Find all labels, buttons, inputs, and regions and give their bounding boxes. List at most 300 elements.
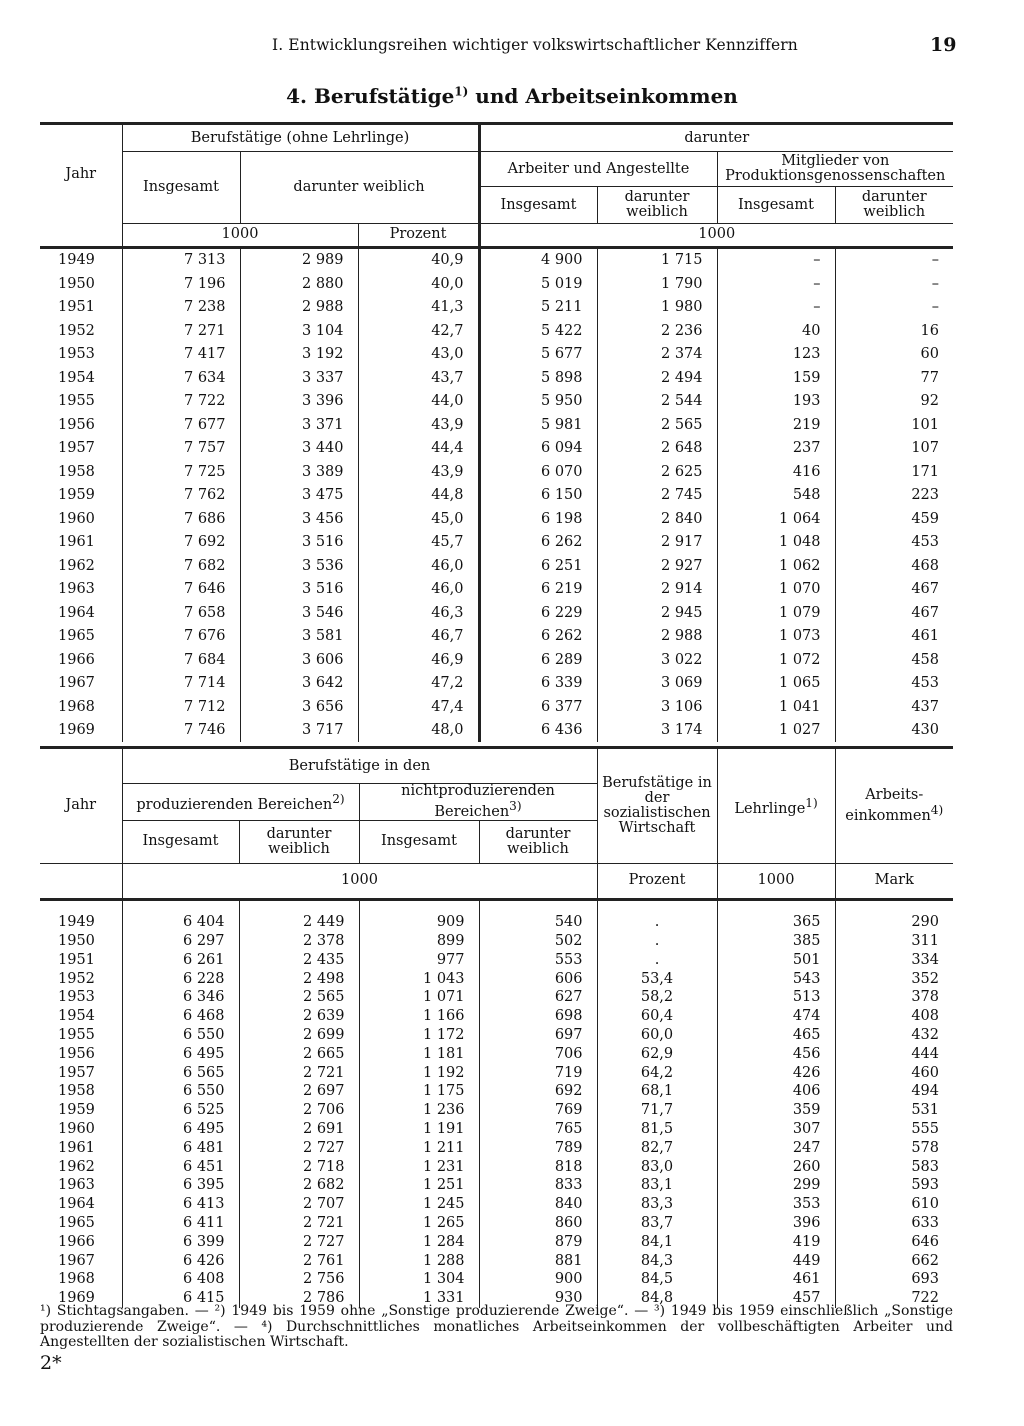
- table-cell: 6 550: [122, 1082, 239, 1101]
- table-cell: 353: [717, 1195, 835, 1214]
- table-cell: 311: [911, 933, 939, 950]
- table-cell: 260: [717, 1157, 835, 1176]
- table-row: [40, 578, 953, 602]
- table-cell: –: [717, 272, 835, 296]
- table-cell: 193: [717, 390, 835, 414]
- table-cell: 1 192: [359, 1063, 479, 1082]
- table-cell: 2 648: [597, 437, 717, 461]
- table-cell: 1 288: [359, 1251, 479, 1270]
- table-cell: 48,0: [358, 719, 479, 743]
- cell-year: 1963: [40, 1176, 122, 1195]
- header-mitglieder: Mitglieder von Produktionsgenossenschaften: [717, 152, 953, 187]
- table-cell: 1 172: [359, 1026, 479, 1045]
- unit-1000-b: 1000: [479, 224, 953, 248]
- table-row: [40, 1232, 953, 1251]
- table-cell: 84,1: [597, 1232, 717, 1251]
- header-insgesamt-prod: Insgesamt: [122, 820, 239, 863]
- table-cell: 47,2: [358, 672, 479, 696]
- table-row: [40, 1195, 953, 1214]
- table-cell: 930: [479, 1289, 597, 1308]
- table-cell: 3 536: [240, 554, 358, 578]
- table-cell: 593: [911, 1177, 939, 1194]
- table-cell: 457: [717, 1289, 835, 1308]
- cell-year: 1962: [40, 1157, 122, 1176]
- table-cell: 419: [717, 1232, 835, 1251]
- table-cell: 3 546: [240, 601, 358, 625]
- table-cell: 44,0: [358, 390, 479, 414]
- table-cell: 3 717: [240, 719, 358, 743]
- table-cell: 1 064: [717, 507, 835, 531]
- header-jahr-2: Jahr: [40, 748, 122, 864]
- header-berufstaetige: Berufstätige (ohne Lehrlinge): [122, 124, 479, 152]
- table-row: [40, 625, 953, 649]
- table-row: [40, 554, 953, 578]
- table-cell: 430: [911, 722, 939, 739]
- header-darunter-weiblich-prod: darunter weiblich: [239, 820, 359, 863]
- table-cell: 610: [911, 1196, 939, 1213]
- cell-year: 1964: [40, 601, 122, 625]
- table-cell: 1 062: [717, 554, 835, 578]
- table-row: [40, 950, 953, 969]
- table-cell: 456: [717, 1044, 835, 1063]
- table-cell: 1 980: [597, 296, 717, 320]
- table-cell: 1 073: [717, 625, 835, 649]
- table-cell: 3 642: [240, 672, 358, 696]
- table-cell: 789: [479, 1138, 597, 1157]
- table-cell: 2 374: [597, 343, 717, 367]
- table-cell: 1 331: [359, 1289, 479, 1308]
- table-cell: 2 435: [239, 950, 359, 969]
- table-cell: 7 725: [122, 460, 240, 484]
- table-cell: 606: [479, 969, 597, 988]
- table-cell: 1 181: [359, 1044, 479, 1063]
- table-cell: 6 150: [479, 484, 597, 508]
- table-cell: 879: [479, 1232, 597, 1251]
- header-nichtproduzierend-sup: 3): [509, 799, 522, 813]
- table-cell: 3 396: [240, 390, 358, 414]
- cell-year: 1952: [40, 319, 122, 343]
- cell-year: 1957: [40, 437, 122, 461]
- table-cell: 1 065: [717, 672, 835, 696]
- table-cell: 46,0: [358, 554, 479, 578]
- table-row: [40, 1063, 953, 1082]
- table-sectors: [40, 746, 953, 1308]
- table-cell: 6 399: [122, 1232, 239, 1251]
- table-row: [40, 601, 953, 625]
- unit-prozent-2: Prozent: [597, 863, 717, 899]
- table-cell: 548: [717, 484, 835, 508]
- table-cell: 1 027: [717, 719, 835, 743]
- table-cell: 2 707: [239, 1195, 359, 1214]
- cell-year: 1969: [40, 1289, 122, 1308]
- table-cell: 468: [911, 557, 939, 574]
- table-cell: 159: [717, 366, 835, 390]
- table-cell: 6 297: [122, 932, 239, 951]
- table-cell: 465: [717, 1026, 835, 1045]
- table-cell: 7 684: [122, 648, 240, 672]
- table-cell: 334: [911, 951, 939, 968]
- table-row: [40, 1251, 953, 1270]
- table-cell: 3 440: [240, 437, 358, 461]
- table-cell: 583: [911, 1158, 939, 1175]
- table-cell: 6 495: [122, 1120, 239, 1139]
- page-number: 19: [930, 34, 957, 56]
- table-row: [40, 719, 953, 743]
- table-cell: 6 251: [479, 554, 597, 578]
- header-insgesamt: Insgesamt: [122, 152, 240, 224]
- table-cell: 1 166: [359, 1007, 479, 1026]
- table-cell: 2 625: [597, 460, 717, 484]
- table-cell: 123: [717, 343, 835, 367]
- table-row: [40, 296, 953, 320]
- table-cell: 84,3: [597, 1251, 717, 1270]
- table-cell: 1 236: [359, 1101, 479, 1120]
- table-cell: .: [597, 932, 717, 951]
- table-cell: 693: [911, 1271, 939, 1288]
- table-cell: 378: [911, 989, 939, 1006]
- table-cell: 64,2: [597, 1063, 717, 1082]
- table-cell: 459: [911, 510, 939, 527]
- title-text: 4. Berufstätige: [286, 84, 455, 108]
- table-cell: –: [717, 296, 835, 320]
- table-cell: 2 727: [239, 1232, 359, 1251]
- table-cell: 3 516: [240, 531, 358, 555]
- table-cell: 7 714: [122, 672, 240, 696]
- table-cell: 692: [479, 1082, 597, 1101]
- header-insgesamt-mitglieder: Insgesamt: [717, 187, 835, 224]
- table-cell: –: [717, 247, 835, 272]
- table-cell: 1 231: [359, 1157, 479, 1176]
- table-row: [40, 507, 953, 531]
- unit-1000-lehrlinge: 1000: [717, 863, 835, 899]
- table-cell: 2 639: [239, 1007, 359, 1026]
- table-cell: 43,9: [358, 460, 479, 484]
- table-cell: 41,3: [358, 296, 479, 320]
- table-cell: 416: [717, 460, 835, 484]
- table-cell: 171: [911, 463, 939, 480]
- table-cell: 769: [479, 1101, 597, 1120]
- table-row: [40, 988, 953, 1007]
- page-title: [0, 84, 1024, 108]
- table-cell: 101: [911, 416, 939, 433]
- table-cell: 2 917: [597, 531, 717, 555]
- table-cell: 2 494: [597, 366, 717, 390]
- header-nichtproduzierend: [359, 784, 597, 821]
- cell-year: 1961: [40, 1138, 122, 1157]
- table-cell: 460: [911, 1064, 939, 1081]
- table-cell: 453: [911, 675, 939, 692]
- table-cell: 2 756: [239, 1270, 359, 1289]
- table-cell: .: [597, 950, 717, 969]
- table-row: [40, 272, 953, 296]
- header-produzierend-text: produzierenden Bereichen: [136, 796, 333, 813]
- table-cell: 2 880: [240, 272, 358, 296]
- table-cell: –: [931, 252, 939, 269]
- table-cell: 2 989: [240, 247, 358, 272]
- table-cell: 3 516: [240, 578, 358, 602]
- table-cell: 68,1: [597, 1082, 717, 1101]
- table-cell: 40,9: [358, 247, 479, 272]
- table-cell: 219: [717, 413, 835, 437]
- table-cell: 6 550: [122, 1026, 239, 1045]
- table-cell: 82,7: [597, 1138, 717, 1157]
- table-row: [40, 969, 953, 988]
- header-arbeitseinkommen-sup: 4): [930, 803, 944, 817]
- cell-year: 1964: [40, 1195, 122, 1214]
- table-row: [40, 247, 953, 272]
- table-cell: 2 988: [240, 296, 358, 320]
- cell-year: 1950: [40, 272, 122, 296]
- table-cell: 6 565: [122, 1063, 239, 1082]
- table-cell: 40: [717, 319, 835, 343]
- table-cell: 60,4: [597, 1007, 717, 1026]
- table-cell: 7 634: [122, 366, 240, 390]
- table-cell: 3 022: [597, 648, 717, 672]
- table-cell: 84,5: [597, 1270, 717, 1289]
- cell-year: 1949: [40, 913, 122, 932]
- table-row: [40, 1176, 953, 1195]
- cell-year: 1952: [40, 969, 122, 988]
- table-cell: 6 404: [122, 913, 239, 932]
- table-cell: 2 745: [597, 484, 717, 508]
- table-cell: 900: [479, 1270, 597, 1289]
- table-cell: 553: [479, 950, 597, 969]
- table-cell: 406: [717, 1082, 835, 1101]
- table-cell: 385: [717, 932, 835, 951]
- table-cell: 833: [479, 1176, 597, 1195]
- table-cell: 6 411: [122, 1214, 239, 1233]
- table-cell: 7 682: [122, 554, 240, 578]
- table-cell: 1 304: [359, 1270, 479, 1289]
- running-head: I. Entwicklungsreihen wichtiger volkswirtschaftlicher Kennziffern: [272, 36, 798, 54]
- table-cell: 7 313: [122, 247, 240, 272]
- table-cell: 501: [717, 950, 835, 969]
- table-cell: 1 715: [597, 247, 717, 272]
- table-cell: 5 981: [479, 413, 597, 437]
- table-cell: 1 041: [717, 695, 835, 719]
- table-cell: 1 043: [359, 969, 479, 988]
- table-cell: 6 289: [479, 648, 597, 672]
- table-cell: 494: [911, 1083, 939, 1100]
- table-cell: 3 581: [240, 625, 358, 649]
- table-row: [40, 319, 953, 343]
- table-cell: 92: [920, 393, 939, 410]
- table-employment: [40, 122, 953, 742]
- header-insgesamt-arbeiter: Insgesamt: [479, 187, 597, 224]
- table-cell: 6 219: [479, 578, 597, 602]
- cell-year: 1959: [40, 1101, 122, 1120]
- table-cell: 40,0: [358, 272, 479, 296]
- cell-year: 1957: [40, 1063, 122, 1082]
- cell-year: 1955: [40, 1026, 122, 1045]
- table-cell: 1 245: [359, 1195, 479, 1214]
- table-cell: 83,3: [597, 1195, 717, 1214]
- table-cell: 6 228: [122, 969, 239, 988]
- table-row: [40, 932, 953, 951]
- cell-year: 1955: [40, 390, 122, 414]
- table-cell: 7 746: [122, 719, 240, 743]
- table-cell: 2 706: [239, 1101, 359, 1120]
- table-cell: 44,8: [358, 484, 479, 508]
- table-cell: 60,0: [597, 1026, 717, 1045]
- cell-year: 1951: [40, 950, 122, 969]
- table-cell: 7 677: [122, 413, 240, 437]
- table-cell: 1 175: [359, 1082, 479, 1101]
- table-cell: 2 565: [239, 988, 359, 1007]
- table-cell: 2 236: [597, 319, 717, 343]
- table-cell: 1 790: [597, 272, 717, 296]
- cell-year: 1956: [40, 1044, 122, 1063]
- table-cell: 7 676: [122, 625, 240, 649]
- table-cell: 3 656: [240, 695, 358, 719]
- table-cell: 71,7: [597, 1101, 717, 1120]
- table-cell: 223: [911, 487, 939, 504]
- table-cell: 2 718: [239, 1157, 359, 1176]
- table-cell: 7 722: [122, 390, 240, 414]
- table-cell: 2 449: [239, 913, 359, 932]
- table-cell: 2 988: [597, 625, 717, 649]
- table-cell: 7 712: [122, 695, 240, 719]
- cell-year: 1967: [40, 1251, 122, 1270]
- table-cell: 2 761: [239, 1251, 359, 1270]
- table-cell: 62,9: [597, 1044, 717, 1063]
- table-cell: 359: [717, 1101, 835, 1120]
- header-arbeitseinkommen: [835, 748, 953, 864]
- table-cell: 6 262: [479, 531, 597, 555]
- table-cell: 449: [717, 1251, 835, 1270]
- footnotes: ¹) Stichtagsangaben. — ²) 1949 bis 1959 ohne „Sonstige produzierende Zweige“. — ³) 1949 bis 1959 einschließlich „Sonstige produzierende Zweige“. — ⁴) Durchschnittliches monatliches Arbeitseinkommen der vollbeschäftigten Arbeiter und Angestellten der sozialistischen Wirtschaft.: [40, 1303, 953, 1350]
- table-cell: 83,1: [597, 1176, 717, 1195]
- table-cell: 6 229: [479, 601, 597, 625]
- table-cell: 44,4: [358, 437, 479, 461]
- table-cell: 77: [920, 369, 939, 386]
- table-cell: 6 377: [479, 695, 597, 719]
- table-cell: 461: [717, 1270, 835, 1289]
- table-cell: 6 436: [479, 719, 597, 743]
- table-cell: 3 104: [240, 319, 358, 343]
- cell-year: 1959: [40, 484, 122, 508]
- table-cell: 5 019: [479, 272, 597, 296]
- table-cell: 6 468: [122, 1007, 239, 1026]
- table-cell: 543: [717, 969, 835, 988]
- table-cell: 2 945: [597, 601, 717, 625]
- table-cell: 84,8: [597, 1289, 717, 1308]
- table-cell: 1 251: [359, 1176, 479, 1195]
- cell-year: 1960: [40, 1120, 122, 1139]
- cell-year: 1961: [40, 531, 122, 555]
- cell-year: 1953: [40, 343, 122, 367]
- table-cell: 719: [479, 1063, 597, 1082]
- table-cell: 396: [717, 1214, 835, 1233]
- table-row: [40, 648, 953, 672]
- table-row: [40, 1026, 953, 1045]
- table-cell: 2 721: [239, 1063, 359, 1082]
- table-cell: 467: [911, 604, 939, 621]
- table-cell: 1 072: [717, 648, 835, 672]
- cell-year: 1956: [40, 413, 122, 437]
- table-cell: 5 677: [479, 343, 597, 367]
- table-cell: 6 481: [122, 1138, 239, 1157]
- header-insgesamt-nichtprod: Insgesamt: [359, 820, 479, 863]
- table-cell: –: [931, 275, 939, 292]
- table-cell: 458: [911, 651, 939, 668]
- table-cell: 6 415: [122, 1289, 239, 1308]
- table-cell: 16: [920, 322, 939, 339]
- cell-year: 1967: [40, 672, 122, 696]
- header-nichtproduzierend-text: nichtproduzierenden Bereichen: [401, 783, 555, 820]
- table-cell: 5 950: [479, 390, 597, 414]
- table-cell: 290: [911, 914, 939, 931]
- table-cell: 860: [479, 1214, 597, 1233]
- cell-year: 1960: [40, 507, 122, 531]
- cell-year: 1953: [40, 988, 122, 1007]
- header-produzierend: [122, 784, 359, 821]
- table-cell: 46,0: [358, 578, 479, 602]
- table-cell: 5 422: [479, 319, 597, 343]
- table-cell: .: [597, 913, 717, 932]
- table-cell: 1 071: [359, 988, 479, 1007]
- table-cell: 299: [717, 1176, 835, 1195]
- table-cell: 2 691: [239, 1120, 359, 1139]
- table-cell: 45,0: [358, 507, 479, 531]
- table-cell: 43,7: [358, 366, 479, 390]
- table-cell: 6 525: [122, 1101, 239, 1120]
- table-cell: 722: [911, 1290, 939, 1307]
- table-cell: 555: [911, 1120, 939, 1137]
- table-cell: 3 106: [597, 695, 717, 719]
- cell-year: 1966: [40, 1232, 122, 1251]
- table-cell: 3 456: [240, 507, 358, 531]
- cell-year: 1954: [40, 366, 122, 390]
- table-cell: 46,3: [358, 601, 479, 625]
- table-cell: 1 079: [717, 601, 835, 625]
- table-cell: 909: [359, 913, 479, 932]
- table-cell: 765: [479, 1120, 597, 1139]
- unit-prozent: Prozent: [358, 224, 479, 248]
- cell-year: 1965: [40, 1214, 122, 1233]
- table-cell: 3 389: [240, 460, 358, 484]
- table-cell: 2 727: [239, 1138, 359, 1157]
- title-footnote-ref: 1): [454, 84, 469, 99]
- table-cell: 662: [911, 1252, 939, 1269]
- header-arbeitseinkommen-text: Arbeits- einkommen: [845, 787, 931, 824]
- table-cell: 3 606: [240, 648, 358, 672]
- table-cell: 43,9: [358, 413, 479, 437]
- table-cell: 437: [911, 698, 939, 715]
- cell-year: 1949: [40, 247, 122, 272]
- table-cell: 7 646: [122, 578, 240, 602]
- cell-year: 1966: [40, 648, 122, 672]
- unit-empty: [40, 224, 122, 248]
- table-row: [40, 1157, 953, 1176]
- table-cell: 7 762: [122, 484, 240, 508]
- header-arbeiter-angestellte: Arbeiter und Angestellte: [479, 152, 717, 187]
- table-cell: 352: [911, 970, 939, 987]
- table-cell: 7 417: [122, 343, 240, 367]
- unit-empty-2: [40, 863, 122, 899]
- table-row: [40, 366, 953, 390]
- table-cell: 107: [911, 440, 939, 457]
- table-cell: 899: [359, 932, 479, 951]
- cell-year: 1954: [40, 1007, 122, 1026]
- table-cell: 7 658: [122, 601, 240, 625]
- header-darunter-weiblich-arbeiter: darunter weiblich: [597, 187, 717, 224]
- table-cell: 5 211: [479, 296, 597, 320]
- table-cell: 2 697: [239, 1082, 359, 1101]
- table-row: [40, 1007, 953, 1026]
- table-row: [40, 672, 953, 696]
- table-cell: 6 261: [122, 950, 239, 969]
